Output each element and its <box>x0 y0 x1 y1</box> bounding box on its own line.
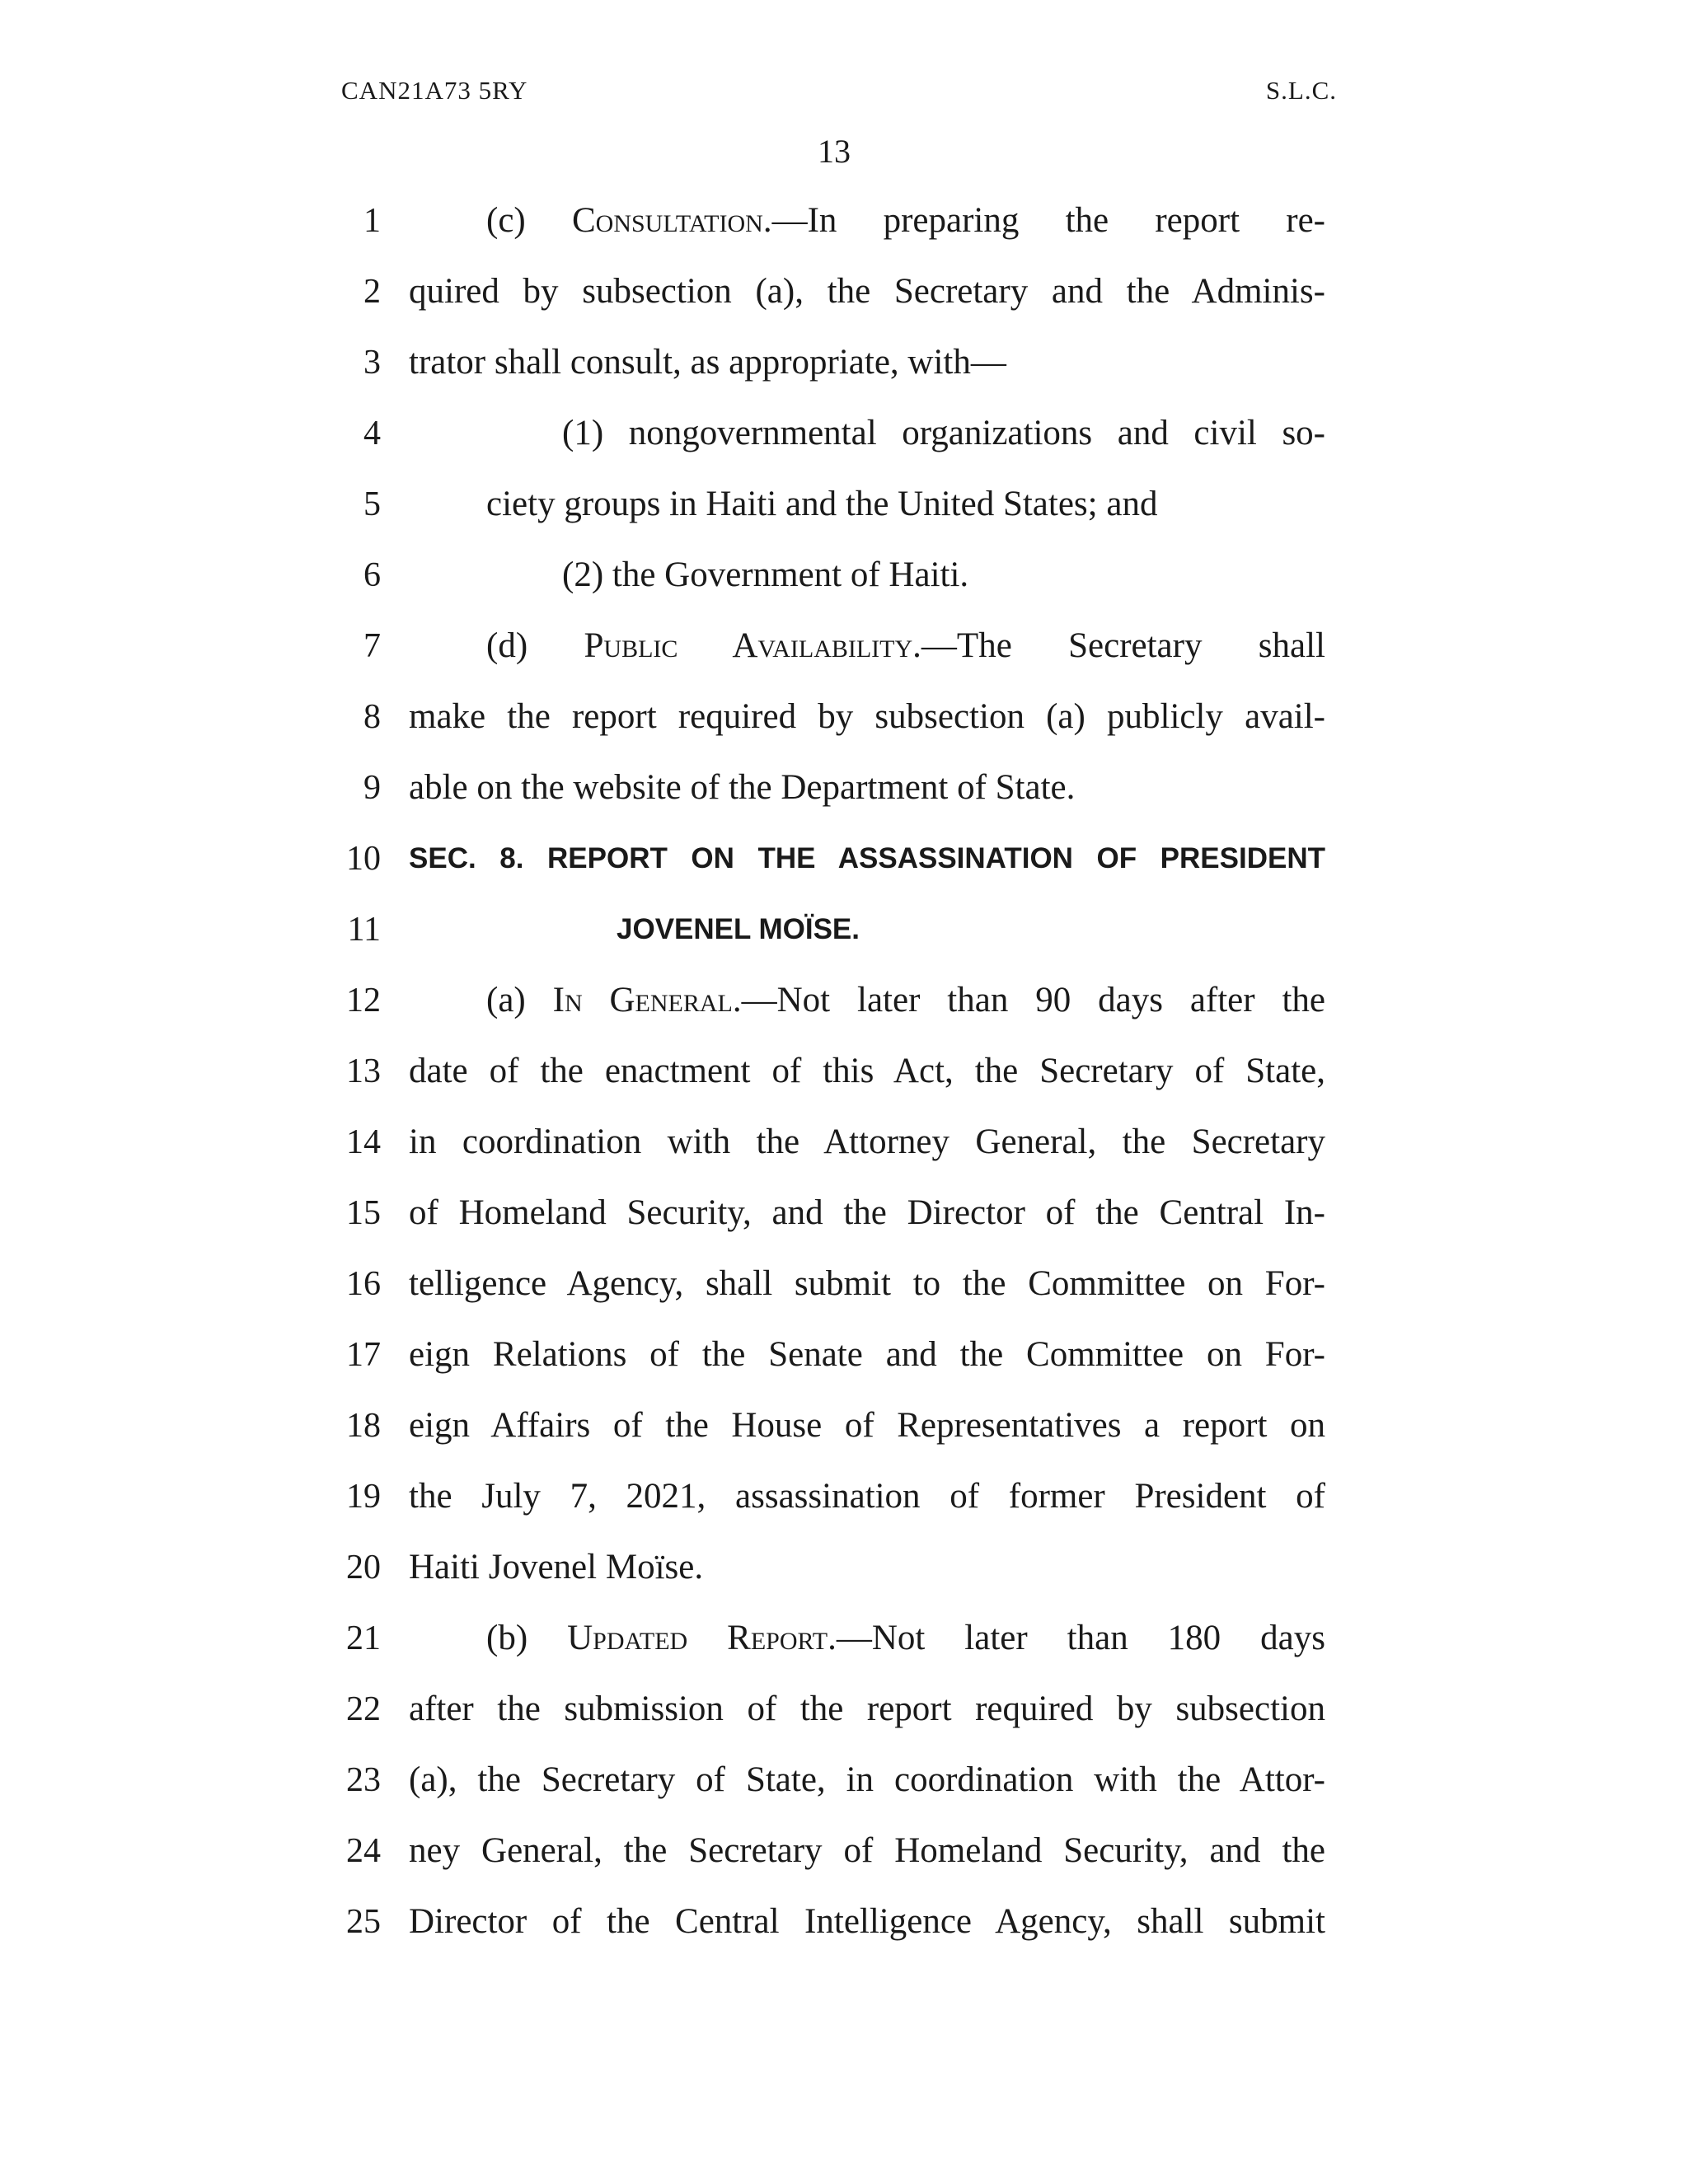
bill-line <box>0 763 1688 813</box>
bill-line <box>0 1188 1688 1238</box>
line-number: 20 <box>346 1549 381 1586</box>
line-number: 15 <box>346 1194 381 1232</box>
bill-line <box>0 409 1688 458</box>
document-id: CAN21A73 5RY <box>341 76 528 105</box>
bill-line <box>0 1118 1688 1167</box>
line-number: 10 <box>346 840 381 878</box>
line-text: Haiti Jovenel Moïse. <box>409 1548 704 1586</box>
line-text: (a) In General.—Not later than 90 days after the <box>486 981 1325 1019</box>
line-text: of Homeland Security, and the Director of the Central In- <box>409 1193 1325 1232</box>
line-text: quired by subsection (a), the Secretary and the Adminis- <box>409 272 1325 311</box>
line-number: 9 <box>363 769 381 807</box>
line-number: 19 <box>346 1478 381 1516</box>
line-number: 11 <box>347 911 381 949</box>
line-text: Director of the Central Intelligence Agency, shall submit <box>409 1902 1325 1941</box>
section-heading-continued: JOVENEL MOÏSE. <box>617 913 860 945</box>
section-heading: SEC. 8. REPORT ON THE ASSASSINATION OF PRESIDENT <box>409 842 1325 874</box>
line-number: 21 <box>346 1619 381 1657</box>
line-number: 22 <box>346 1690 381 1728</box>
line-number: 24 <box>346 1832 381 1870</box>
bill-line <box>0 1330 1688 1380</box>
bill-line <box>0 551 1688 600</box>
line-number: 23 <box>346 1761 381 1799</box>
office-code: S.L.C. <box>1265 76 1337 105</box>
line-text: able on the website of the Department of State. <box>409 768 1076 807</box>
line-text: make the report required by subsection (a) publicly avail- <box>409 697 1325 736</box>
line-text: in coordination with the Attorney General, the Secretary <box>409 1122 1325 1161</box>
line-number: 14 <box>346 1123 381 1161</box>
bill-line <box>0 621 1688 671</box>
line-text: ney General, the Secretary of Homeland Security, and the <box>409 1831 1325 1870</box>
line-number: 16 <box>346 1265 381 1303</box>
line-number: 4 <box>363 415 381 452</box>
line-text: ciety groups in Haiti and the United States; and <box>486 485 1158 523</box>
bill-line <box>0 1614 1688 1663</box>
bill-line <box>0 1755 1688 1805</box>
line-number: 13 <box>346 1052 381 1090</box>
line-number: 6 <box>363 556 381 594</box>
bill-line <box>0 905 1688 954</box>
line-text: telligence Agency, shall submit to the Committee on For- <box>409 1264 1325 1303</box>
line-text: (c) Consultation.—In preparing the report re- <box>486 201 1325 240</box>
bill-line <box>0 1685 1688 1734</box>
line-number: 2 <box>363 273 381 311</box>
line-number: 8 <box>363 698 381 736</box>
line-text: trator shall consult, as appropriate, with— <box>409 343 1006 382</box>
line-text: (2) the Government of Haiti. <box>562 555 969 594</box>
bill-line <box>0 196 1688 246</box>
bill-line <box>0 338 1688 387</box>
line-number: 7 <box>363 627 381 665</box>
line-text: eign Affairs of the House of Representatives a report on <box>409 1406 1325 1445</box>
bill-line <box>0 1259 1688 1309</box>
bill-line <box>0 1401 1688 1451</box>
bill-line <box>0 1047 1688 1096</box>
line-text: (d) Public Availability.—The Secretary shall <box>486 626 1325 665</box>
line-text: the July 7, 2021, assassination of former President of <box>409 1477 1325 1516</box>
bill-line <box>0 1826 1688 1876</box>
line-text: eign Relations of the Senate and the Committee on For- <box>409 1335 1325 1374</box>
bill-line <box>0 834 1688 883</box>
bill-line <box>0 692 1688 742</box>
bill-line <box>0 1472 1688 1521</box>
bill-line <box>0 267 1688 316</box>
line-text: (1) nongovernmental organizations and civil so- <box>562 414 1325 452</box>
line-number: 3 <box>363 344 381 382</box>
line-text: (b) Updated Report.—Not later than 180 days <box>486 1619 1325 1657</box>
line-text: (a), the Secretary of State, in coordination with the Attor- <box>409 1760 1325 1799</box>
line-text: date of the enactment of this Act, the Secretary of State, <box>409 1052 1325 1090</box>
line-number: 18 <box>346 1407 381 1445</box>
bill-line <box>0 976 1688 1025</box>
bill-line <box>0 1543 1688 1592</box>
line-text: after the submission of the report required by subsection <box>409 1690 1325 1728</box>
line-number: 17 <box>346 1336 381 1374</box>
page-number: 13 <box>818 133 851 170</box>
line-number: 5 <box>363 485 381 523</box>
line-number: 12 <box>346 982 381 1019</box>
line-number: 25 <box>346 1903 381 1941</box>
line-number: 1 <box>363 202 381 240</box>
bill-line <box>0 1897 1688 1947</box>
bill-line <box>0 480 1688 529</box>
